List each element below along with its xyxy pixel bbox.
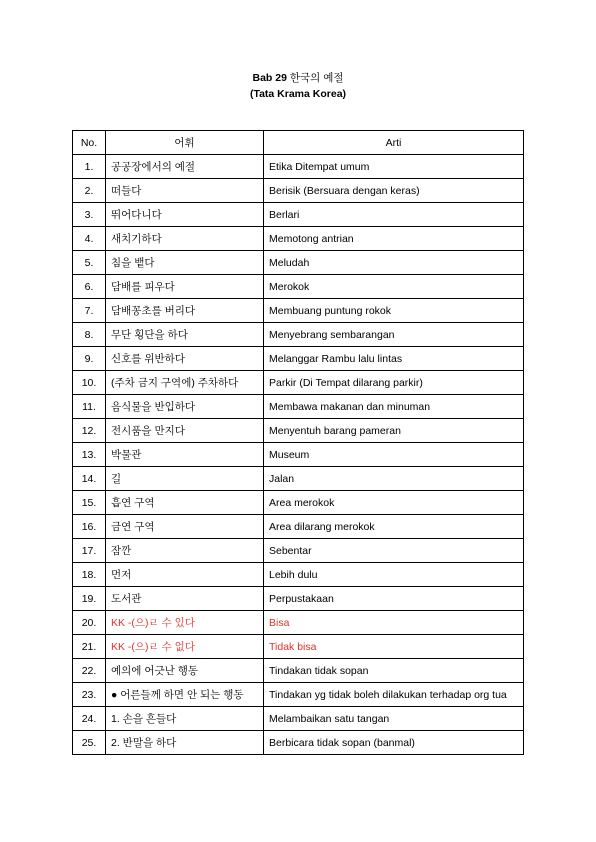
header-vocabulary: 어휘 [106,131,264,155]
row-meaning: Berlari [264,203,524,227]
document-subtitle: (Tata Krama Korea) [249,88,347,100]
row-vocabulary: 2. 반말을 하다 [106,731,264,755]
table-row [73,635,524,659]
table-row [73,707,524,731]
row-number: 6. [73,275,106,299]
row-meaning: Menyentuh barang pameran [264,419,524,443]
table-row [73,323,524,347]
table-row [73,251,524,275]
row-meaning: Area merokok [264,491,524,515]
row-number: 1. [73,155,106,179]
row-number: 25. [73,731,106,755]
row-number: 17. [73,539,106,563]
row-vocabulary: ● 어른들께 하면 안 되는 행동 [106,683,264,707]
row-number: 23. [73,683,106,707]
row-vocabulary: 전시품을 만지다 [106,419,264,443]
table-row [73,155,524,179]
table-row [73,731,524,755]
row-meaning: Berbicara tidak sopan (banmal) [264,731,524,755]
table-row [73,275,524,299]
table-row [73,347,524,371]
row-vocabulary: 먼저 [106,563,264,587]
row-number: 18. [73,563,106,587]
row-vocabulary: 1. 손을 흔들다 [106,707,264,731]
row-number: 3. [73,203,106,227]
table-row [73,227,524,251]
row-meaning: Tindakan tidak sopan [264,659,524,683]
row-vocabulary: 신호를 위반하다 [106,347,264,371]
table-row [73,419,524,443]
row-number: 22. [73,659,106,683]
row-vocabulary: 금연 구역 [106,515,264,539]
row-meaning: Jalan [264,467,524,491]
row-number: 16. [73,515,106,539]
row-meaning: Memotong antrian [264,227,524,251]
table-header-row [73,131,524,155]
row-vocabulary: 무단 횡단을 하다 [106,323,264,347]
row-vocabulary: (주차 금지 구역에) 주차하다 [106,371,264,395]
table-row [73,467,524,491]
table-row [73,563,524,587]
row-vocabulary: 예의에 어긋난 행동 [106,659,264,683]
table-row [73,371,524,395]
row-number: 19. [73,587,106,611]
row-number: 8. [73,323,106,347]
row-meaning: Perpustakaan [264,587,524,611]
row-meaning: Parkir (Di Tempat dilarang parkir) [264,371,524,395]
header-meaning: Arti [264,131,524,155]
row-meaning: Menyebrang sembarangan [264,323,524,347]
row-vocabulary: 공공장에서의 예절 [106,155,264,179]
table-row [73,683,524,707]
chapter-label: Bab 29 [252,72,287,84]
row-number: 10. [73,371,106,395]
row-number: 13. [73,443,106,467]
row-number: 24. [73,707,106,731]
row-number: 9. [73,347,106,371]
row-number: 21. [73,635,106,659]
row-vocabulary: KK -(으)ㄹ 수 있다 [106,611,264,635]
row-meaning: Tidak bisa [264,635,524,659]
table-row [73,203,524,227]
table-row [73,443,524,467]
row-meaning: Membawa makanan dan minuman [264,395,524,419]
row-vocabulary: 흡연 구역 [106,491,264,515]
row-vocabulary: 도서관 [106,587,264,611]
table-row [73,587,524,611]
row-number: 4. [73,227,106,251]
table-row [73,659,524,683]
row-number: 7. [73,299,106,323]
row-vocabulary: 뛰어다니다 [106,203,264,227]
row-vocabulary: 길 [106,467,264,491]
row-number: 15. [73,491,106,515]
row-vocabulary: 담배를 피우다 [106,275,264,299]
row-meaning: Membuang puntung rokok [264,299,524,323]
row-number: 5. [73,251,106,275]
row-meaning: Museum [264,443,524,467]
vocabulary-table [72,130,524,755]
row-meaning: Melambaikan satu tangan [264,707,524,731]
table-row [73,515,524,539]
row-meaning: Area dilarang merokok [264,515,524,539]
table-row [73,611,524,635]
row-number: 14. [73,467,106,491]
row-vocabulary: 잠깐 [106,539,264,563]
table-row [73,491,524,515]
row-meaning: Melanggar Rambu lalu lintas [264,347,524,371]
row-meaning: Sebentar [264,539,524,563]
row-vocabulary: 떠들다 [106,179,264,203]
row-meaning: Etika Ditempat umum [264,155,524,179]
row-vocabulary: 침을 뱉다 [106,251,264,275]
row-number: 12. [73,419,106,443]
table-row [73,395,524,419]
row-vocabulary: 새치기하다 [106,227,264,251]
row-meaning: Tindakan yg tidak boleh dilakukan terhadap org tua [264,683,524,707]
row-number: 20. [73,611,106,635]
row-meaning: Lebih dulu [264,563,524,587]
table-row [73,179,524,203]
document-title [0,71,596,85]
row-vocabulary: KK -(으)ㄹ 수 없다 [106,635,264,659]
header-number: No. [73,131,106,155]
row-number: 11. [73,395,106,419]
row-meaning: Merokok [264,275,524,299]
row-meaning: Berisik (Bersuara dengan keras) [264,179,524,203]
row-meaning: Meludah [264,251,524,275]
table-row [73,539,524,563]
row-vocabulary: 담배꽁초를 버리다 [106,299,264,323]
row-vocabulary: 박물관 [106,443,264,467]
row-number: 2. [73,179,106,203]
table-row [73,299,524,323]
chapter-korean-title: 한국의 예절 [289,72,344,84]
row-meaning: Bisa [264,611,524,635]
row-vocabulary: 음식물을 반입하다 [106,395,264,419]
